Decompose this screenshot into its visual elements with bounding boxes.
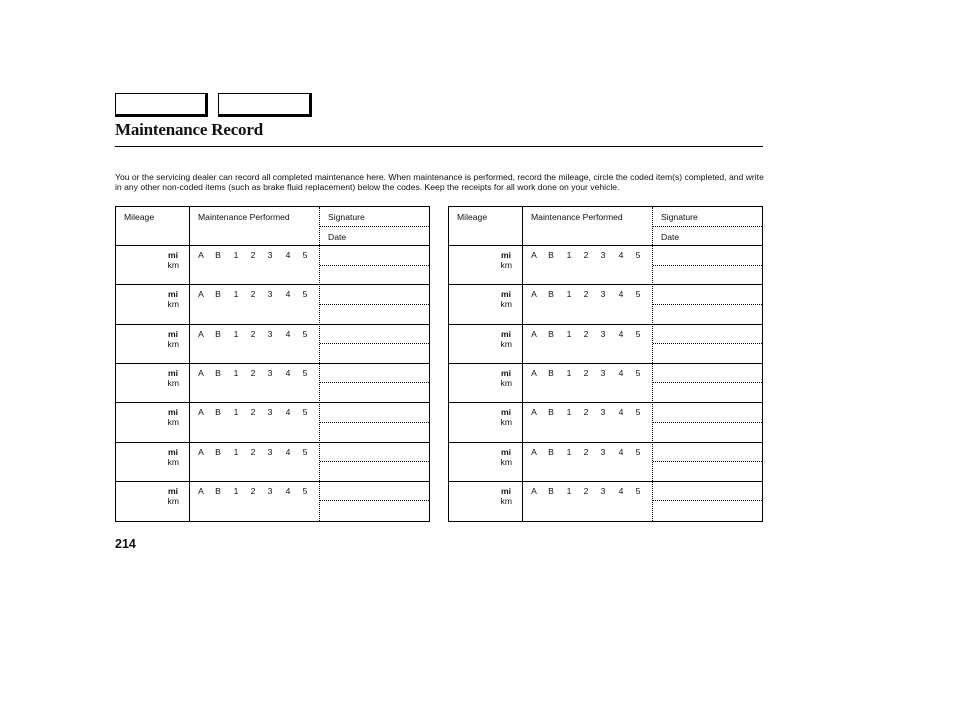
- maintenance-code[interactable]: 4: [285, 289, 291, 300]
- maintenance-code[interactable]: 4: [285, 485, 291, 496]
- table-row-divider: [116, 481, 429, 482]
- unit-mi-label: mi: [167, 446, 178, 457]
- maintenance-code[interactable]: 2: [583, 446, 589, 457]
- unit-km-label: km: [167, 338, 179, 349]
- maintenance-code[interactable]: 3: [600, 407, 606, 418]
- maintenance-code[interactable]: 5: [302, 446, 308, 457]
- maintenance-code[interactable]: 2: [250, 289, 256, 300]
- maintenance-code[interactable]: B: [215, 328, 221, 339]
- maintenance-code[interactable]: 4: [285, 250, 291, 260]
- signature-column-divider: [652, 207, 653, 521]
- intro-paragraph: You or the servicing dealer can record all completed maintenance here. When maintenance is performed, record the mileage, circle the coded item(s) completed, and write in any other non-coded items (such as brake fluid replacement) below the codes. Keep the receipts for all work done on your vehicle.: [115, 172, 764, 193]
- header-date: Date: [661, 232, 680, 242]
- maintenance-code[interactable]: 1: [233, 289, 239, 300]
- maintenance-code[interactable]: 1: [233, 485, 239, 496]
- table-row-divider: [449, 481, 762, 482]
- table-row-divider: [449, 402, 762, 403]
- maintenance-code[interactable]: 3: [600, 289, 606, 300]
- maintenance-code[interactable]: B: [215, 289, 221, 300]
- maintenance-code[interactable]: 5: [302, 328, 308, 339]
- maintenance-code[interactable]: A: [531, 446, 537, 457]
- maintenance-code[interactable]: 1: [233, 367, 239, 378]
- maintenance-code[interactable]: 3: [600, 328, 606, 339]
- table-row-divider: [449, 442, 762, 443]
- unit-mi-label: mi: [500, 485, 511, 496]
- maintenance-code[interactable]: 4: [618, 485, 624, 496]
- signature-date-divider: [320, 500, 429, 501]
- maintenance-code[interactable]: 2: [583, 485, 589, 496]
- signature-date-divider: [653, 265, 762, 266]
- signature-date-divider: [653, 461, 762, 462]
- table-row-divider: [449, 284, 762, 285]
- maintenance-code[interactable]: 3: [267, 485, 273, 496]
- maintenance-code[interactable]: 4: [618, 367, 624, 378]
- maintenance-code[interactable]: B: [215, 407, 221, 418]
- maintenance-code[interactable]: 5: [635, 367, 641, 378]
- unit-mi-label: mi: [500, 250, 511, 260]
- maintenance-code[interactable]: 5: [635, 289, 641, 300]
- header-mileage: Mileage: [457, 212, 488, 222]
- unit-mi-label: mi: [500, 328, 511, 339]
- header-maintenance-performed: Maintenance Performed: [198, 212, 290, 222]
- signature-date-divider: [653, 343, 762, 344]
- maintenance-code[interactable]: 4: [285, 328, 291, 339]
- maintenance-code[interactable]: A: [198, 407, 204, 418]
- maintenance-code[interactable]: 5: [302, 485, 308, 496]
- maintenance-code[interactable]: 3: [267, 289, 273, 300]
- unit-mi-label: mi: [167, 250, 178, 260]
- maintenance-code[interactable]: A: [198, 485, 204, 496]
- signature-date-divider: [320, 226, 429, 227]
- unit-mi-label: mi: [500, 446, 511, 457]
- maintenance-code[interactable]: 4: [618, 446, 624, 457]
- table-row-divider: [116, 324, 429, 325]
- mileage-column-divider: [189, 207, 190, 521]
- unit-km-label: km: [500, 417, 512, 428]
- maintenance-code[interactable]: A: [531, 250, 537, 260]
- signature-date-divider: [320, 422, 429, 423]
- maintenance-code[interactable]: 5: [635, 328, 641, 339]
- maintenance-code[interactable]: B: [215, 250, 221, 260]
- maintenance-code[interactable]: 3: [267, 250, 273, 260]
- unit-mi-label: mi: [167, 407, 178, 418]
- header-signature: Signature: [661, 212, 698, 222]
- signature-date-divider: [320, 382, 429, 383]
- maintenance-code[interactable]: B: [548, 250, 554, 260]
- maintenance-code[interactable]: 1: [233, 328, 239, 339]
- header-tab-box-2: [218, 93, 312, 117]
- mileage-column-divider: [522, 207, 523, 521]
- maintenance-code[interactable]: 1: [566, 250, 572, 260]
- maintenance-code[interactable]: A: [531, 328, 537, 339]
- table-row-divider: [116, 284, 429, 285]
- maintenance-code[interactable]: 3: [267, 328, 273, 339]
- maintenance-code[interactable]: A: [198, 446, 204, 457]
- maintenance-code[interactable]: 2: [250, 367, 256, 378]
- maintenance-code[interactable]: 3: [600, 250, 606, 260]
- signature-date-divider: [653, 422, 762, 423]
- signature-date-divider: [653, 226, 762, 227]
- maintenance-code[interactable]: B: [548, 485, 554, 496]
- maintenance-code[interactable]: A: [531, 485, 537, 496]
- maintenance-code[interactable]: 1: [233, 407, 239, 418]
- maintenance-record-table-right: [448, 206, 763, 522]
- maintenance-code[interactable]: 2: [250, 407, 256, 418]
- signature-date-divider: [320, 461, 429, 462]
- unit-mi-label: mi: [500, 367, 511, 378]
- maintenance-code[interactable]: 5: [635, 446, 641, 457]
- unit-mi-label: mi: [167, 485, 178, 496]
- maintenance-code[interactable]: 2: [250, 446, 256, 457]
- maintenance-code[interactable]: B: [548, 289, 554, 300]
- maintenance-code[interactable]: 4: [285, 446, 291, 457]
- maintenance-code[interactable]: A: [198, 367, 204, 378]
- header-maintenance-performed: Maintenance Performed: [531, 212, 623, 222]
- maintenance-code[interactable]: 5: [635, 485, 641, 496]
- signature-date-divider: [320, 265, 429, 266]
- maintenance-code[interactable]: 1: [566, 367, 572, 378]
- maintenance-code[interactable]: B: [215, 485, 221, 496]
- table-row-divider: [449, 245, 762, 246]
- unit-mi-label: mi: [167, 367, 178, 378]
- maintenance-code[interactable]: 4: [618, 289, 624, 300]
- unit-km-label: km: [167, 377, 179, 388]
- unit-km-label: km: [167, 299, 179, 310]
- maintenance-code[interactable]: B: [548, 446, 554, 457]
- unit-km-label: km: [167, 495, 179, 506]
- signature-date-divider: [653, 304, 762, 305]
- unit-km-label: km: [167, 260, 179, 270]
- unit-km-label: km: [500, 456, 512, 467]
- maintenance-code[interactable]: 4: [285, 407, 291, 418]
- maintenance-record-table-left: [115, 206, 430, 522]
- table-row-divider: [116, 442, 429, 443]
- header-tab-box-1: [115, 93, 208, 117]
- maintenance-code[interactable]: B: [548, 407, 554, 418]
- signature-date-divider: [320, 304, 429, 305]
- maintenance-code[interactable]: 1: [566, 328, 572, 339]
- table-row-divider: [116, 402, 429, 403]
- unit-mi-label: mi: [167, 328, 178, 339]
- maintenance-code[interactable]: 2: [250, 328, 256, 339]
- unit-km-label: km: [500, 338, 512, 349]
- table-row-divider: [116, 245, 429, 246]
- signature-date-divider: [320, 343, 429, 344]
- header-date: Date: [328, 232, 347, 242]
- unit-km-label: km: [500, 260, 512, 270]
- maintenance-code[interactable]: 4: [618, 407, 624, 418]
- maintenance-code[interactable]: 1: [566, 289, 572, 300]
- header-mileage: Mileage: [124, 212, 155, 222]
- maintenance-code[interactable]: A: [531, 367, 537, 378]
- maintenance-code[interactable]: 5: [635, 407, 641, 418]
- table-row-divider: [116, 363, 429, 364]
- maintenance-code[interactable]: 5: [635, 250, 641, 260]
- maintenance-code[interactable]: 3: [267, 367, 273, 378]
- maintenance-code[interactable]: 3: [600, 485, 606, 496]
- page-number: 214: [115, 537, 136, 551]
- maintenance-code[interactable]: 1: [233, 446, 239, 457]
- maintenance-code[interactable]: 3: [600, 446, 606, 457]
- maintenance-code[interactable]: 1: [566, 485, 572, 496]
- maintenance-code[interactable]: B: [548, 367, 554, 378]
- maintenance-code[interactable]: 3: [267, 446, 273, 457]
- maintenance-code[interactable]: 2: [250, 485, 256, 496]
- title-rule: [115, 146, 763, 147]
- maintenance-code[interactable]: 3: [600, 367, 606, 378]
- maintenance-code[interactable]: 4: [618, 250, 624, 260]
- unit-km-label: km: [500, 495, 512, 506]
- maintenance-code[interactable]: A: [531, 407, 537, 418]
- maintenance-code[interactable]: B: [215, 367, 221, 378]
- maintenance-code[interactable]: A: [198, 289, 204, 300]
- maintenance-code[interactable]: 1: [566, 446, 572, 457]
- maintenance-code[interactable]: 2: [250, 250, 256, 260]
- maintenance-code[interactable]: 2: [583, 289, 589, 300]
- maintenance-code[interactable]: 5: [302, 367, 308, 378]
- table-row-divider: [449, 363, 762, 364]
- maintenance-code[interactable]: A: [198, 328, 204, 339]
- maintenance-code[interactable]: 1: [566, 407, 572, 418]
- unit-km-label: km: [167, 456, 179, 467]
- page-title: Maintenance Record: [115, 120, 263, 139]
- maintenance-code[interactable]: 4: [618, 328, 624, 339]
- maintenance-code[interactable]: B: [215, 446, 221, 457]
- unit-mi-label: mi: [167, 289, 178, 300]
- signature-date-divider: [653, 500, 762, 501]
- unit-mi-label: mi: [500, 289, 511, 300]
- maintenance-code[interactable]: 3: [267, 407, 273, 418]
- maintenance-code[interactable]: 5: [302, 289, 308, 300]
- header-signature: Signature: [328, 212, 365, 222]
- signature-date-divider: [653, 382, 762, 383]
- maintenance-code[interactable]: 5: [302, 407, 308, 418]
- maintenance-code[interactable]: 2: [583, 328, 589, 339]
- maintenance-code[interactable]: 5: [302, 250, 308, 260]
- unit-km-label: km: [500, 377, 512, 388]
- table-row-divider: [449, 324, 762, 325]
- signature-column-divider: [319, 207, 320, 521]
- maintenance-code[interactable]: A: [198, 250, 204, 260]
- maintenance-code[interactable]: 2: [583, 250, 589, 260]
- unit-km-label: km: [167, 417, 179, 428]
- unit-mi-label: mi: [500, 407, 511, 418]
- unit-km-label: km: [500, 299, 512, 310]
- maintenance-code[interactable]: 2: [583, 407, 589, 418]
- maintenance-code[interactable]: 2: [583, 367, 589, 378]
- maintenance-code[interactable]: 1: [233, 250, 239, 260]
- maintenance-code[interactable]: A: [531, 289, 537, 300]
- maintenance-code[interactable]: 4: [285, 367, 291, 378]
- maintenance-code[interactable]: B: [548, 328, 554, 339]
